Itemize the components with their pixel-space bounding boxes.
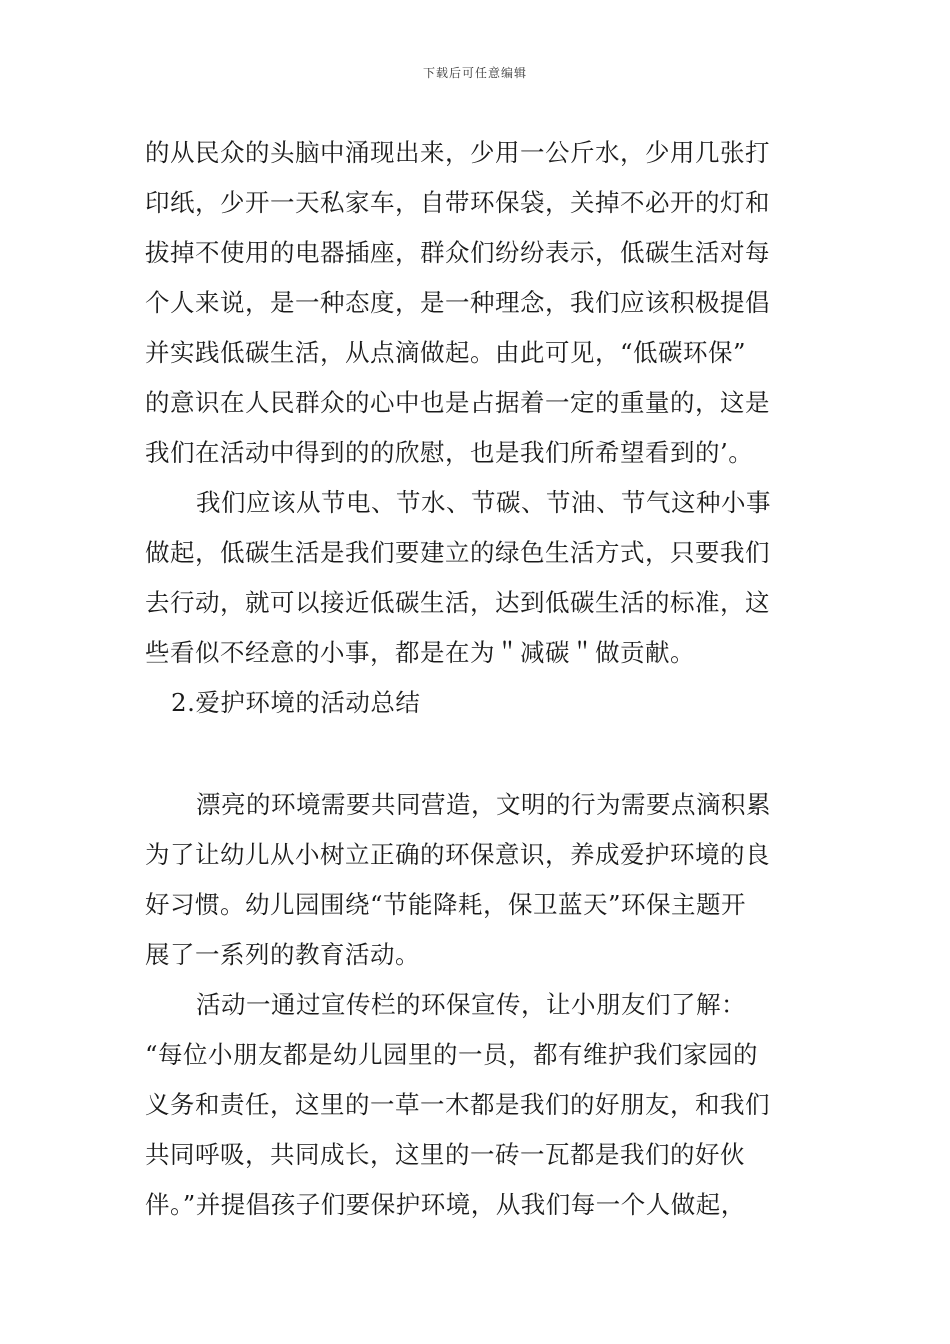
text-line: 印纸，少开一天私家车，自带环保袋，关掉不必开的灯和 — [145, 188, 770, 217]
text-line: 拔掉不使用的电器插座，群众们纷纷表示，低碳生活对每 — [145, 238, 770, 267]
text-line: 我们应该从节电、节水、节碳、节油、节气这种小事 — [196, 488, 771, 517]
text-line: 的从民众的头脑中涌现出来，少用一公斤水，少用几张打 — [145, 138, 770, 167]
text-line: 去行动，就可以接近低碳生活，达到低碳生活的标准，这 — [145, 588, 770, 617]
text-line: 些看似不经意的小事，都是在为＂减碳＂做贡献。 — [145, 638, 695, 667]
text-line: 个人来说，是一种态度，是一种理念，我们应该积极提倡 — [145, 288, 770, 317]
paragraph-4 — [145, 980, 810, 1230]
text-line: 漂亮的环境需要共同营造，文明的行为需要点滴积累 — [196, 790, 771, 819]
section-heading: 2.爱护环境的活动总结 — [171, 688, 421, 717]
blank-spacer — [145, 728, 810, 780]
text-line: 活动一通过宣传栏的环保宣传，让小朋友们了解： — [196, 990, 746, 1019]
text-line: 为了让幼儿从小树立正确的环保意识，养成爱护环境的良 — [145, 840, 770, 869]
document-body — [145, 128, 810, 1230]
text-line: 伴。”并提倡孩子们要保护环境，从我们每一个人做起， — [145, 1190, 746, 1219]
text-line: 共同呼吸，共同成长，这里的一砖一瓦都是我们的好伙 — [145, 1140, 745, 1169]
text-line: 做起，低碳生活是我们要建立的绿色生活方式，只要我们 — [145, 538, 770, 567]
text-line: 义务和责任，这里的一草一木都是我们的好朋友，和我们 — [145, 1090, 770, 1119]
text-line: 并实践低碳生活，从点滴做起。由此可见，“低碳环保” — [145, 338, 747, 367]
text-line: 好习惯。幼儿园围绕“节能降耗，保卫蓝天”环保主题开 — [145, 890, 747, 919]
text-line: 的意识在人民群众的心中也是占据着一定的重量的，这是 — [145, 388, 770, 417]
text-line: 展了一系列的教育活动。 — [145, 940, 420, 969]
text-line: 我们在活动中得到的的欣慰，也是我们所希望看到的’。 — [145, 438, 754, 467]
paragraph-1 — [145, 128, 810, 478]
page-header: 下载后可任意编辑 — [422, 66, 527, 80]
text-line: “每位小朋友都是幼儿园里的一员，都有维护我们家园的 — [145, 1040, 759, 1069]
paragraph-3 — [145, 780, 810, 980]
paragraph-2 — [145, 478, 810, 678]
